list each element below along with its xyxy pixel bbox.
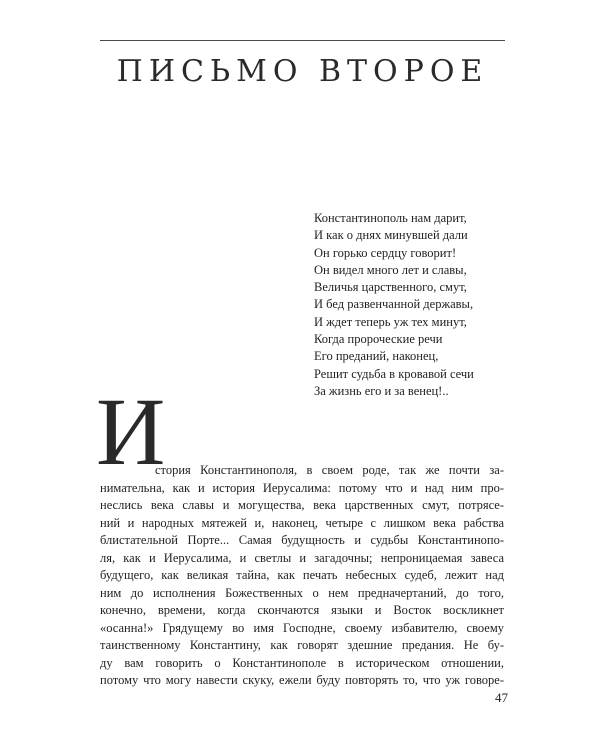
epigraph-line: Величья царственного, смут, (314, 280, 467, 295)
epigraph-line: И ждет теперь уж тех минут, (314, 314, 467, 329)
epigraph-line: Он видел много лет и славы, (314, 262, 467, 277)
body-line: ним до исполнения Божественных о нем предначертаний, до того, (100, 585, 504, 600)
drop-cap-letter: И (96, 378, 166, 485)
body-line: ний и народных мятежей и, наконец, четыре с лишком века рабства (100, 515, 504, 530)
body-line: ля, как и Иерусалима, и светлы и загадочны; непроницаемая завеса (100, 550, 504, 565)
epigraph-line: И как о днях минувшей дали (314, 228, 468, 243)
body-line: «осанна!» Грядущему во имя Господне, своему избавителю, своему (100, 620, 504, 635)
body-line: таинственному Константину, как говорят здешние предания. Не бу- (100, 638, 504, 652)
epigraph-line: И бед развенчанной державы, (314, 297, 474, 312)
chapter-title: ПИСЬМО ВТОРОЕ (116, 54, 489, 89)
body-line: неслись века славы и могущества, века царственных смут, потрясе- (100, 498, 504, 512)
page-number: 47 (495, 690, 508, 705)
epigraph-line: Он горько сердцу говорит! (314, 245, 457, 260)
epigraph-line: Решит судьба в кровавой сечи (314, 366, 474, 381)
epigraph-line: Когда пророческие речи (314, 332, 443, 347)
body-line: нимательна, как и история Иерусалима: потому что и над ним про- (100, 480, 504, 495)
epigraph-poem (314, 210, 524, 400)
header-rule (100, 40, 505, 41)
epigraph-line: За жизнь его и за венец!.. (314, 383, 449, 398)
epigraph-line: Константинополь нам дарит, (314, 211, 467, 225)
body-line: блистательной Порте... Самая будущность и судьбы Константинопо- (100, 533, 504, 547)
body-line: стория Константинополя, в своем роде, так же почти за- (155, 463, 504, 477)
body-paragraph (100, 462, 504, 690)
body-line: будущего, как великая тайна, как печать небесных судеб, лежит над (100, 568, 504, 582)
body-line: конечно, времени, когда скончаются языки и Восток воскликнет (100, 603, 504, 617)
body-line: потому что могу навести скуку, ежели буду повторять то, что уж говоре- (100, 673, 504, 687)
body-line: ду вам говорить о Константинополе в историческом отношении, (100, 655, 504, 670)
epigraph-line: Его преданий, наконец, (314, 349, 439, 364)
